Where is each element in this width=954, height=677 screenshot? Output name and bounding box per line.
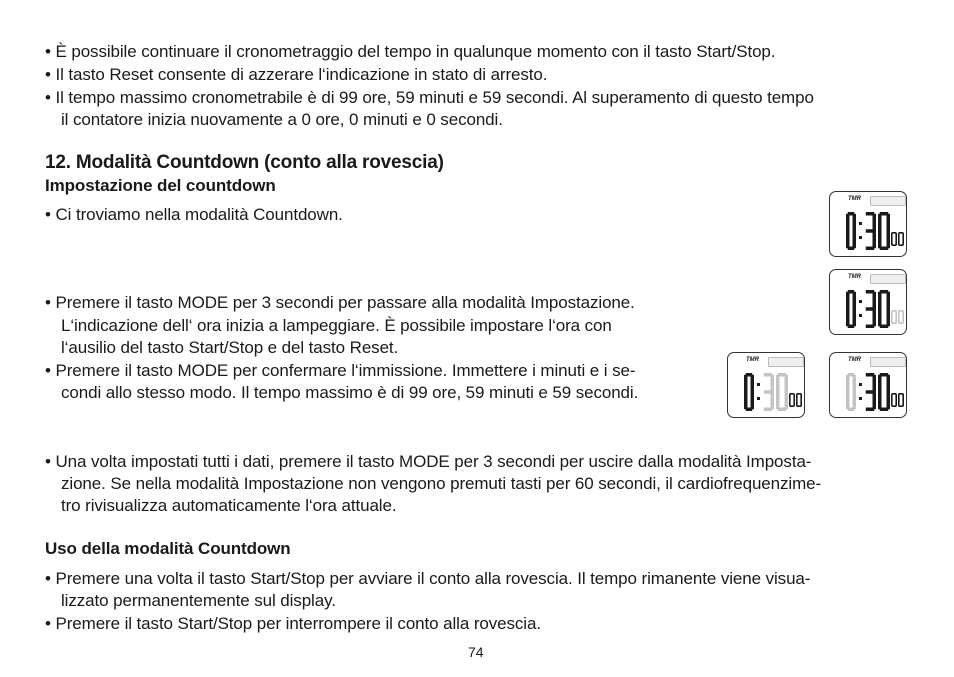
- intro-bullet-3-cont: il contatore inizia nuovamente a 0 ore, 0 minuti e 0 secondi.: [61, 110, 503, 129]
- colon: [859, 300, 862, 317]
- hours-digits: [744, 373, 754, 411]
- display-mode-label: TMR: [848, 196, 861, 202]
- hours-digits: [846, 212, 856, 250]
- bullet-use-2: • Premere il tasto Start/Stop per interrompere il conto alla rovescia.: [45, 614, 541, 633]
- intro-bullet-3: • Il tempo massimo cronometrabile è di 99 ore, 59 minuti e 59 secondi. Al superamento di questo tempo: [45, 88, 814, 107]
- colon: [859, 222, 862, 239]
- lcd-display-setup-minutes: [727, 352, 805, 418]
- subheading-use: Uso della modalità Countdown: [45, 539, 291, 558]
- page-number: 74: [468, 644, 484, 660]
- minutes-digits: [866, 212, 890, 250]
- hours-digits: [846, 290, 856, 328]
- bullet-countdown-mode: • Ci troviamo nella modalità Countdown.: [45, 205, 343, 224]
- minutes-digits: [866, 290, 890, 328]
- bullet-setup-1-cont-a: L‘indicazione dell‘ ora inizia a lampeggiare. È possibile impostare l‘ora con: [61, 316, 612, 335]
- display-mode-label: TMR: [746, 357, 759, 363]
- display-mode-label: TMR: [848, 274, 861, 280]
- minutes-digits: [764, 373, 788, 411]
- bullet-use-1-cont: lizzato permanentemente sul display.: [61, 591, 336, 610]
- bullet-exit-1-cont-a: zione. Se nella modalità Impostazione non vengono premuti tasti per 60 secondi, il cardiofrequenzime-: [61, 474, 822, 493]
- bullet-setup-2-cont: condi allo stesso modo. Il tempo massimo è di 99 ore, 59 minuti e 59 secondi.: [61, 383, 639, 402]
- bullet-setup-1-cont-b: l‘ausilio del tasto Start/Stop e del tasto Reset.: [61, 338, 399, 357]
- seconds-digits: [891, 393, 904, 407]
- lcd-display-setup-hours: [829, 352, 907, 418]
- bullet-exit-1-cont-b: tro rivisualizza automaticamente l‘ora attuale.: [61, 496, 397, 515]
- seconds-digits: [891, 232, 904, 246]
- seconds-digits: [891, 310, 904, 324]
- minutes-digits: [866, 373, 890, 411]
- lcd-display-countdown: [829, 191, 907, 257]
- colon: [859, 383, 862, 400]
- section-title: 12. Modalità Countdown (conto alla rovescia): [45, 152, 444, 173]
- intro-bullet-1: • È possibile continuare il cronometraggio del tempo in qualunque momento con il tasto Start/Stop.: [45, 42, 776, 61]
- colon: [757, 383, 760, 400]
- bullet-exit-1: • Una volta impostati tutti i dati, premere il tasto MODE per 3 secondi per uscire dalla modalità Imposta-: [45, 452, 812, 471]
- intro-bullet-2: • Il tasto Reset consente di azzerare l‘indicazione in stato di arresto.: [45, 65, 548, 84]
- display-mode-label: TMR: [848, 357, 861, 363]
- hours-digits: [846, 373, 856, 411]
- seconds-digits: [789, 393, 802, 407]
- bullet-use-1: • Premere una volta il tasto Start/Stop per avviare il conto alla rovescia. Il tempo rimanente viene visua-: [45, 569, 811, 588]
- subheading-setup: Impostazione del countdown: [45, 176, 276, 195]
- lcd-display-setup-seconds: [829, 269, 907, 335]
- bullet-setup-2: • Premere il tasto MODE per confermare l‘immissione. Immettere i minuti e i se-: [45, 361, 636, 380]
- bullet-setup-1: • Premere il tasto MODE per 3 secondi per passare alla modalità Impostazione.: [45, 293, 635, 312]
